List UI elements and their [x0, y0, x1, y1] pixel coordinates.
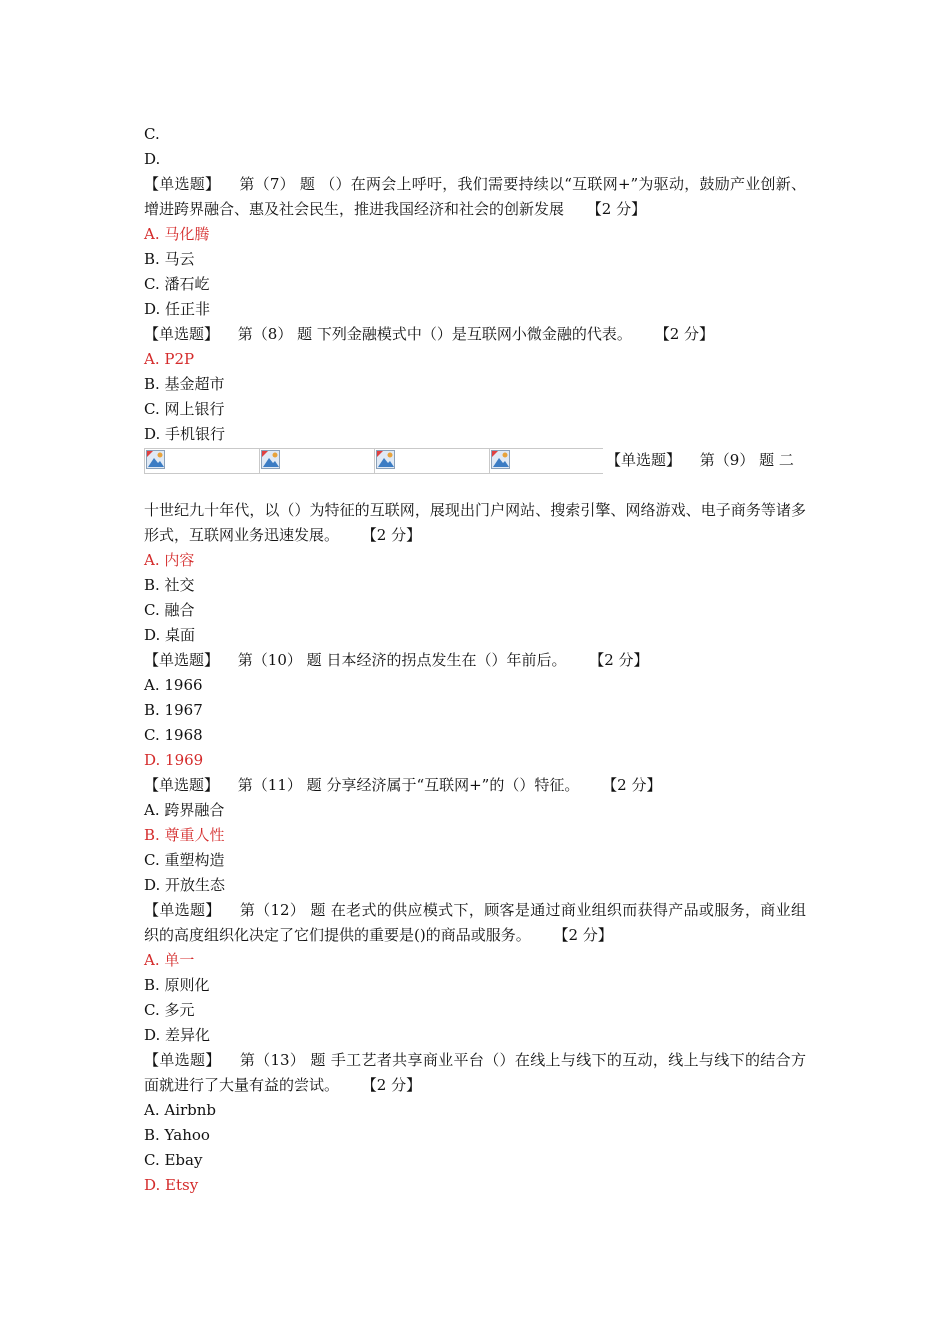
prev-option-d: D.	[144, 150, 161, 168]
question-score: 【2 分】	[586, 200, 647, 218]
option-b: B. 基金超市	[144, 375, 225, 393]
option-d: D. 开放生态	[144, 876, 226, 894]
broken-image-icon	[261, 450, 281, 470]
question-text: 在老式的供应模式下，顾客是通过商业组织而获得产品或服务，商业组织的高度组织化决定了它们提供的重要是()的商品或服务。	[144, 901, 806, 944]
question-type-tag: 【单选题】	[144, 901, 221, 919]
image-placeholder	[259, 448, 374, 474]
option-c: C. Ebay	[144, 1151, 203, 1169]
option-b: B. 马云	[144, 250, 195, 268]
option-b: B. 1967	[144, 701, 203, 719]
question-number: 第（12） 题	[239, 901, 326, 919]
option-c: C. 融合	[144, 601, 195, 619]
image-placeholder-row	[144, 448, 806, 476]
option-b: B. Yahoo	[144, 1126, 210, 1144]
question-text: 十世纪九十年代，以（）为特征的互联网，展现出门户网站、搜索引擎、网络游戏、电子商务等诸多形式，互联网业务迅速发展。	[144, 501, 806, 544]
option-c: C. 网上银行	[144, 400, 225, 418]
question-8	[144, 322, 806, 347]
option-d: D. 手机银行	[144, 425, 226, 443]
question-type-tag: 【单选题】	[144, 175, 221, 193]
question-score: 【2 分】	[589, 651, 649, 669]
question-type-tag: 【单选题】	[144, 1051, 221, 1069]
option-c: C. 潘石屹	[144, 275, 210, 293]
option-d: D. 差异化	[144, 1026, 211, 1044]
image-placeholder	[374, 448, 489, 474]
question-score: 【2 分】	[361, 1076, 422, 1094]
option-d: D. 任正非	[144, 300, 211, 318]
question-text: 下列金融模式中（）是互联网小微金融的代表。	[316, 325, 632, 343]
option-c: C. 多元	[144, 1001, 195, 1019]
option-c: C. 重塑构造	[144, 851, 225, 869]
option-a: A. 跨界融合	[144, 801, 225, 819]
question-text: 分享经济属于“互联网+”的（）特征。	[326, 776, 580, 794]
question-9-header	[606, 448, 794, 473]
option-a: A. 单一	[144, 951, 195, 969]
question-number: 第（13） 题	[239, 1051, 326, 1069]
option-b: B. 社交	[144, 576, 195, 594]
question-number: 第（11） 题	[237, 776, 322, 794]
question-score: 【2 分】	[553, 926, 613, 944]
option-a: A. 1966	[144, 676, 203, 694]
question-9	[144, 498, 806, 548]
question-text: 日本经济的拐点发生在（）年前后。	[326, 651, 567, 669]
question-type-tag: 【单选题】	[144, 325, 220, 343]
question-score: 【2 分】	[602, 776, 662, 794]
option-a: A. P2P	[144, 350, 195, 368]
question-11	[144, 773, 806, 798]
question-number: 第（10） 题	[237, 651, 322, 669]
question-type-tag: 【单选题】	[606, 451, 682, 469]
option-a: A. 内容	[144, 551, 195, 569]
prev-option-c: C.	[144, 125, 160, 143]
option-d: D. 桌面	[144, 626, 196, 644]
question-type-tag: 【单选题】	[144, 776, 220, 794]
question-13	[144, 1048, 806, 1098]
option-d: D. 1969	[144, 751, 204, 769]
question-7	[144, 172, 806, 222]
broken-image-icon	[491, 450, 511, 470]
question-text: （）在两会上呼吁，我们需要持续以“互联网+”为驱动，鼓励产业创新、增进跨界融合、惠及社会民生，推进我国经济和社会的创新发展	[144, 175, 806, 218]
question-score: 【2 分】	[361, 526, 422, 544]
question-10	[144, 648, 806, 673]
option-a: A. Airbnb	[144, 1101, 217, 1119]
option-b: B. 原则化	[144, 976, 210, 994]
image-placeholder	[489, 448, 603, 474]
question-type-tag: 【单选题】	[144, 651, 220, 669]
question-number: 第（8） 题	[237, 325, 313, 343]
question-score: 【2 分】	[654, 325, 714, 343]
broken-image-icon	[146, 450, 166, 470]
option-d: D. Etsy	[144, 1176, 199, 1194]
question-text-start: 二	[778, 451, 794, 469]
option-c: C. 1968	[144, 726, 203, 744]
question-number: 第（9） 题	[699, 451, 775, 469]
option-a: A. 马化腾	[144, 225, 210, 243]
image-placeholder	[144, 448, 259, 474]
question-text: 手工艺者共享商业平台（）在线上与线下的互动，线上与线下的结合方面就进行了大量有益的尝试。	[144, 1051, 806, 1094]
question-number: 第（7） 题	[239, 175, 316, 193]
question-list	[144, 122, 806, 1198]
option-b: B. 尊重人性	[144, 826, 225, 844]
question-12	[144, 898, 806, 948]
broken-image-icon	[376, 450, 396, 470]
